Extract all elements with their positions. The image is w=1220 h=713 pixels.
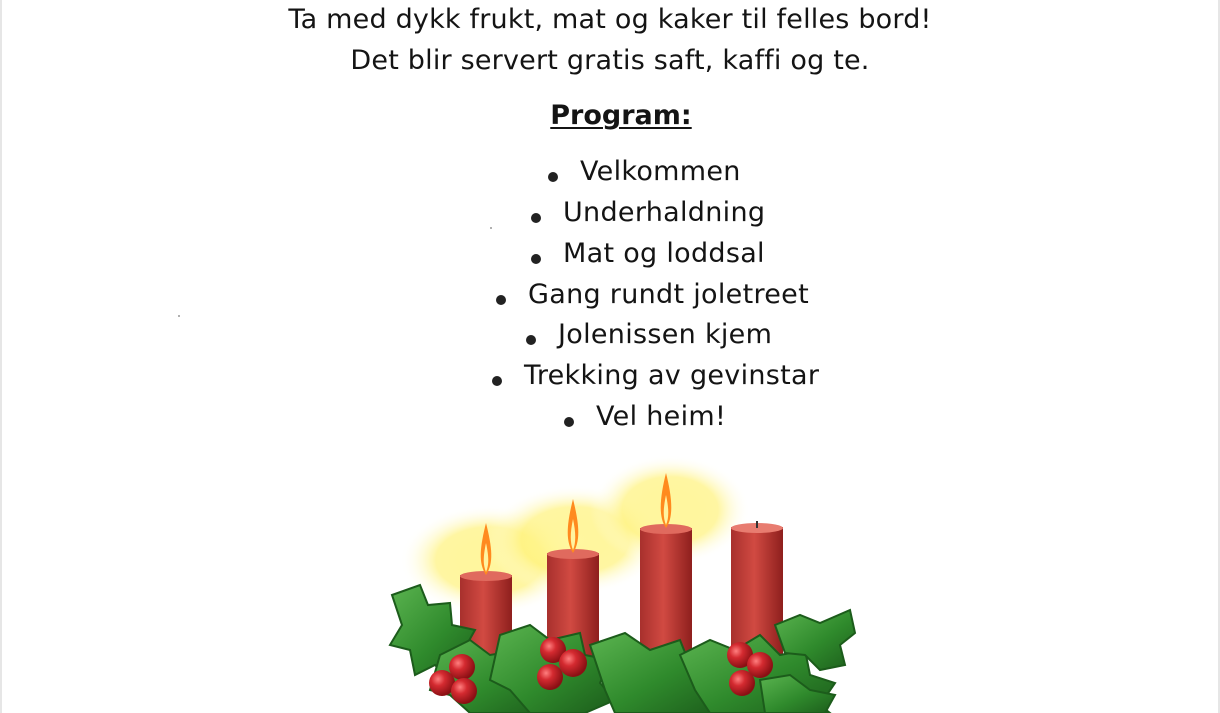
program-item-trekking-av-gevinstar: Trekking av gevinstar <box>524 360 820 391</box>
bullet-icon <box>531 254 541 264</box>
scan-speck <box>490 227 492 229</box>
program-item-mat-og-loddsal: Mat og loddsal <box>563 238 765 269</box>
bullet-icon <box>531 213 541 223</box>
bullet-icon <box>496 295 506 305</box>
bullet-icon <box>492 376 502 386</box>
scan-speck <box>178 315 180 317</box>
bullet-icon <box>526 335 536 345</box>
program-item-underhaldning: Underhaldning <box>563 197 766 228</box>
program-item-gang-rundt-joletreet: Gang rundt joletreet <box>528 279 809 310</box>
program-heading: Program: <box>550 100 692 131</box>
bullet-icon <box>564 417 574 427</box>
program-item-vel-heim: Vel heim! <box>596 401 727 432</box>
intro-line-2: Det blir servert gratis saft, kaffi og te. <box>350 45 870 76</box>
intro-line-1: Ta med dykk frukt, mat og kaker til felles bord! <box>288 4 932 35</box>
advent-wreath-icon <box>380 455 870 713</box>
program-item-jolenissen-kjem: Jolenissen kjem <box>558 319 773 350</box>
program-item-velkommen: Velkommen <box>580 156 741 187</box>
bullet-icon <box>548 172 558 182</box>
